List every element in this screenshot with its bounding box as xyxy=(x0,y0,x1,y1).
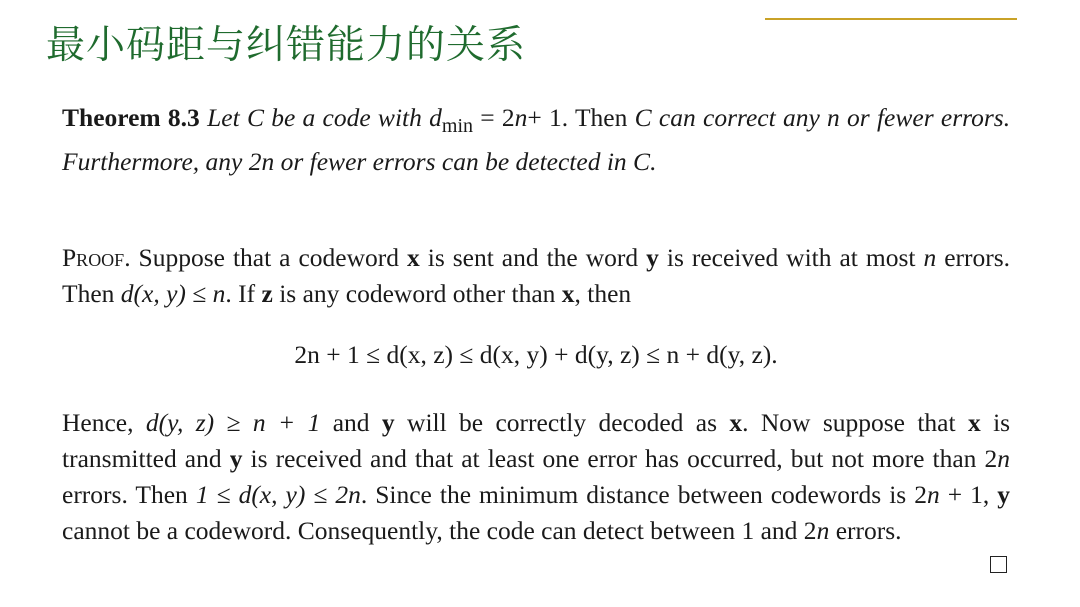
proof-paragraph-2: Hence, d(y, z) ≥ n + 1 and y will be correctly decoded as x. Now suppose that x is transmitted and y is received and that at least one error has occurred, but not more than 2n errors. Then 1 ≤ d(x, y) ≤ 2n. Since the minimum distance between codewords is 2n + 1, y cannot be a codeword. Consequently, the code can detect between 1 and 2n errors. xyxy=(62,408,1011,545)
theorem-label: Theorem 8.3 xyxy=(62,103,200,132)
math-expression: d(y, z) ≥ n + 1 xyxy=(145,408,321,437)
theorem-paragraph xyxy=(62,100,1010,180)
theorem-text: Let C be a code with $d_{min} = 2n+ 1$. Then C can correct any n or fewer errors. Furthermore, any 2n or fewer errors can be detected in C. xyxy=(62,103,1011,177)
math-expression: d(x, y) ≤ n xyxy=(120,279,226,308)
title-divider xyxy=(765,18,1017,20)
proof-paragraph-1: Proof. Suppose that a codeword x is sent and the word y is received with at most n errors. Then d(x, y) ≤ n. If z is any codeword other than x, then xyxy=(62,243,1011,308)
math-expression: 1 ≤ d(x, y) ≤ 2n xyxy=(195,480,361,509)
display-equation: 2n + 1 ≤ d(x, z) ≤ d(x, y) + d(y, z) ≤ n + d(y, z). xyxy=(294,340,778,369)
qed-square-icon xyxy=(990,556,1007,573)
proof-label: Proof xyxy=(62,243,125,272)
slide-title: 最小码距与纠错能力的关系 xyxy=(46,23,527,68)
